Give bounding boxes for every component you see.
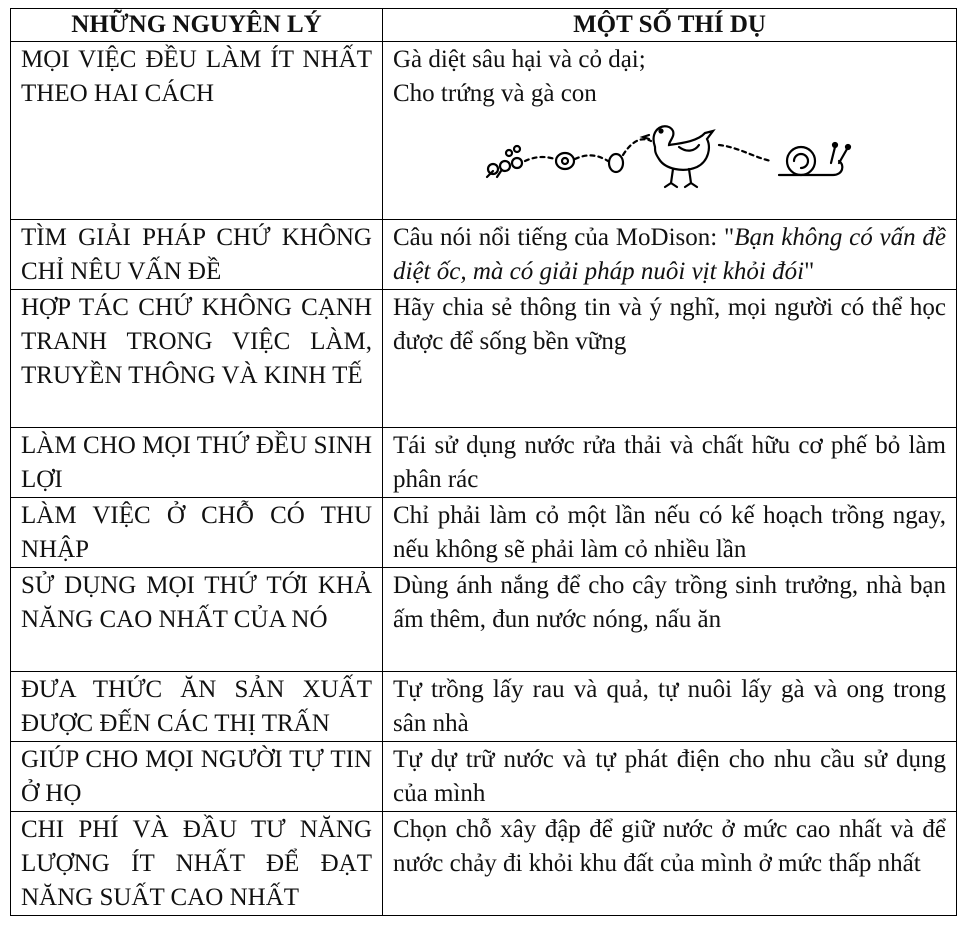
table-row — [11, 498, 957, 568]
table-row — [11, 812, 957, 916]
table-row — [11, 672, 957, 742]
example-line: Cho trứng và gà con — [393, 80, 597, 107]
example-quote: Bạn không có vấn đề diệt ốc, mà có giải pháp nuôi vịt khỏi đói — [393, 224, 946, 285]
table-header-row — [11, 9, 957, 42]
principle-cell: TÌM GIẢI PHÁP CHỨ KHÔNG CHỈ NÊU VẤN ĐỀ — [11, 220, 383, 290]
table-row — [11, 42, 957, 220]
table-row — [11, 290, 957, 428]
example-cell: Dùng ánh nắng để cho cây trồng sinh trưởng, nhà bạn ấm thêm, đun nước nóng, nấu ăn — [383, 568, 957, 672]
example-cell — [383, 220, 957, 290]
example-cell: Tự dự trữ nước và tự phát điện cho nhu cầu sử dụng của mình — [383, 742, 957, 812]
table-row — [11, 742, 957, 812]
principle-cell: LÀM VIỆC Ở CHỖ CÓ THU NHẬP — [11, 498, 383, 568]
example-line: Gà diệt sâu hại và cỏ dại; — [393, 46, 646, 73]
principle-cell: CHI PHÍ VÀ ĐẦU TƯ NĂNG LƯỢNG ÍT NHẤT ĐỂ ĐẠT NĂNG SUẤT CAO NHẤT — [11, 812, 383, 916]
table-row — [11, 428, 957, 498]
table-row — [11, 568, 957, 672]
header-principles: NHỮNG NGUYÊN LÝ — [11, 9, 383, 42]
example-cell: Hãy chia sẻ thông tin và ý nghĩ, mọi người có thể học được để sống bền vững — [383, 290, 957, 428]
principle-cell: GIÚP CHO MỌI NGƯỜI TỰ TIN Ở HỌ — [11, 742, 383, 812]
example-cell: Tự trồng lấy rau và quả, tự nuôi lấy gà và ong trong sân nhà — [383, 672, 957, 742]
example-cell — [383, 42, 957, 220]
principle-cell: HỢP TÁC CHỨ KHÔNG CẠNH TRANH TRONG VIỆC LÀM, TRUYỀN THÔNG VÀ KINH TẾ — [11, 290, 383, 428]
principles-table — [10, 8, 957, 916]
chicken-eggs-snail-drawing-icon — [483, 117, 873, 197]
principle-cell: ĐƯA THỨC ĂN SẢN XUẤT ĐƯỢC ĐẾN CÁC THỊ TRẤN — [11, 672, 383, 742]
principle-cell: MỌI VIỆC ĐỀU LÀM ÍT NHẤT THEO HAI CÁCH — [11, 42, 383, 220]
principle-cell: SỬ DỤNG MỌI THỨ TỚI KHẢ NĂNG CAO NHẤT CỦA NÓ — [11, 568, 383, 672]
example-text-end: " — [804, 258, 815, 285]
example-cell: Chọn chỗ xây đập để giữ nước ở mức cao nhất và để nước chảy đi khỏi khu đất của mình ở mức thấp nhất — [383, 812, 957, 916]
header-examples: MỘT SỐ THÍ DỤ — [383, 9, 957, 42]
example-cell: Tái sử dụng nước rửa thải và chất hữu cơ phế bỏ làm phân rác — [383, 428, 957, 498]
example-text: Câu nói nổi tiếng của MoDison: " — [393, 224, 735, 251]
principle-cell: LÀM CHO MỌI THỨ ĐỀU SINH LỢI — [11, 428, 383, 498]
table-row — [11, 220, 957, 290]
example-cell: Chỉ phải làm cỏ một lần nếu có kế hoạch trồng ngay, nếu không sẽ phải làm cỏ nhiều lần — [383, 498, 957, 568]
